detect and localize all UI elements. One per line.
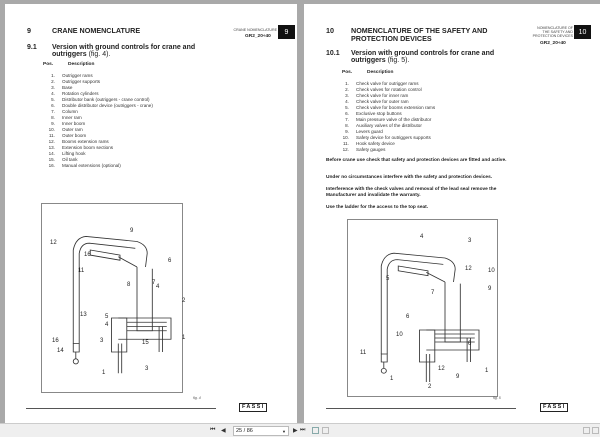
item-description: Main pressure valve of the distributor (356, 117, 432, 122)
paragraph-no-interfere: Under no circumstances interfere with the safety and protection devices. (326, 175, 493, 180)
item-description: Check valve for inner ram (356, 93, 409, 98)
item-number: 12. (48, 139, 55, 144)
previous-page-button[interactable]: ◀ (221, 428, 226, 434)
callout-number: 1 (485, 368, 489, 374)
section-title: NOMENCLATURE OF THE SAFETY AND PROTECTION DEVICES (351, 26, 488, 43)
crane-outline (137, 267, 152, 331)
figure-label: fig. 4 (193, 396, 201, 400)
item-description: Double distributor device (outriggers - crane) (62, 103, 153, 108)
item-number: 5. (345, 105, 349, 110)
item-number: 14. (48, 151, 55, 156)
callout-number: 3 (100, 338, 104, 344)
item-description: Rotation cylinders (62, 91, 99, 96)
left-page (5, 4, 297, 423)
crane-outline (112, 318, 127, 352)
figure-crane (41, 203, 186, 393)
crane-outline (73, 344, 79, 353)
footer-rule (26, 408, 216, 409)
item-description: Outrigger supports (62, 79, 101, 84)
hook-icon (73, 359, 78, 364)
description-header: Description (367, 70, 394, 75)
item-number: 12. (342, 147, 349, 152)
item-number: 1. (51, 73, 55, 78)
fassi-logo: FASSI (540, 403, 568, 412)
section-title: CRANE NOMENCLATURE (52, 26, 141, 35)
item-description: Column (62, 109, 78, 114)
callout-number: 9 (456, 374, 460, 380)
subsection-title: Version with ground controls for crane and outriggers (fig. 4). (52, 44, 196, 58)
item-number: 13. (48, 145, 55, 150)
callout-number: 1 (102, 370, 106, 376)
item-description: Check valve for booms extension rams (356, 105, 436, 110)
item-number: 3. (345, 93, 349, 98)
callout-number: 6 (168, 258, 172, 264)
header-model: GR2_20÷40 (245, 34, 271, 39)
callout-number: 12 (50, 240, 57, 246)
callout-number: 11 (78, 268, 85, 274)
callout-number: 2 (428, 384, 432, 390)
callout-number: 9 (488, 286, 492, 292)
callout-number: 1 (390, 376, 394, 382)
item-description: Booms extension rams (62, 139, 109, 144)
item-number: 4. (51, 91, 55, 96)
callout-number: 2 (182, 298, 186, 304)
callout-number: 6 (468, 341, 472, 347)
hook-icon (381, 368, 386, 373)
fit-width-icon[interactable] (322, 427, 329, 434)
crane-outline (381, 354, 387, 362)
pdf-toolbar (0, 423, 600, 437)
callout-number: 9 (130, 228, 134, 234)
item-description: Oil tank (62, 157, 78, 162)
item-number: 16. (48, 163, 55, 168)
callout-number: 12 (438, 366, 445, 372)
item-description: Check valves for rotation control (356, 87, 422, 92)
callout-number: 16 (84, 252, 91, 258)
fassi-logo: FASSI (239, 403, 267, 412)
callout-number: 16 (52, 338, 59, 344)
footer-rule (326, 408, 516, 409)
single-page-view-icon[interactable] (583, 427, 590, 434)
item-number: 7. (345, 117, 349, 122)
subsection-number: 10.1 (326, 50, 340, 57)
callout-number: 11 (360, 350, 367, 356)
item-number: 7. (51, 109, 55, 114)
item-number: 11. (48, 133, 55, 138)
subsection-number: 9.1 (27, 44, 37, 51)
item-description: Check valve for outer ram (356, 99, 409, 104)
item-description: Inner boom (62, 121, 86, 126)
callout-number: 12 (465, 266, 472, 272)
item-number: 10. (342, 135, 349, 140)
item-number: 1. (345, 81, 349, 86)
fit-page-icon[interactable] (312, 427, 319, 434)
item-description: Outrigger rams (62, 73, 93, 78)
crane-drawing (348, 220, 499, 398)
section-number: 9 (27, 26, 31, 35)
chapter-tab: 9 (278, 25, 295, 39)
item-description: Extension boom sections (62, 145, 114, 150)
callout-number: 14 (57, 348, 64, 354)
paragraph-check: Before crane use check that safety and protection devices are fitted and active. (326, 158, 507, 163)
callout-number: 13 (80, 312, 87, 318)
callout-number: 15 (142, 340, 149, 346)
item-number: 5. (51, 97, 55, 102)
crane-outline (445, 282, 460, 342)
item-description: Manual extensions (optional) (62, 163, 121, 168)
item-description: Lifting hook (62, 151, 86, 156)
item-number: 9. (51, 121, 55, 126)
crane-outline (118, 257, 137, 267)
item-number: 8. (51, 115, 55, 120)
item-number: 4. (345, 99, 349, 104)
last-page-button[interactable]: ⏭ (300, 427, 306, 433)
item-description: Check valve for outrigger rams (356, 81, 419, 86)
description-header: Description (68, 62, 95, 67)
list-item (337, 147, 435, 153)
callout-number: 3 (145, 366, 149, 372)
paragraph-ladder: Use the ladder for the access to the top seat. (326, 205, 429, 210)
callout-number: 7 (431, 290, 435, 296)
crane-outline (426, 354, 429, 382)
list-item (43, 163, 153, 169)
next-page-button[interactable]: ▶ (293, 428, 298, 434)
crane-outline (118, 318, 171, 339)
chapter-tab: 10 (574, 25, 591, 39)
right-page (304, 4, 600, 423)
callout-number: 10 (396, 332, 403, 338)
item-description: Base (62, 85, 73, 90)
paragraph-warranty: Interference with the check valves and removal of the lead seal remove the Manufacturer and invalidate the warranty. (326, 187, 497, 199)
item-number: 10. (48, 127, 55, 132)
callout-number: 4 (420, 234, 424, 240)
callout-number: 5 (105, 314, 109, 320)
nomenclature-list (43, 73, 153, 169)
item-description: Safety device for outriggers supports (356, 135, 431, 140)
item-description: Outer ram (62, 127, 83, 132)
figure-label: fig. 5 (493, 396, 501, 400)
callout-number: 3 (468, 238, 472, 244)
item-number: 15. (48, 157, 55, 162)
item-number: 2. (345, 87, 349, 92)
item-number: 6. (51, 103, 55, 108)
item-number: 2. (51, 79, 55, 84)
item-description: Auxiliary valves of the distributor (356, 123, 422, 128)
callout-number: 7 (152, 280, 156, 286)
crane-outline (420, 330, 435, 362)
subsection-title: Version with ground controls for crane and outriggers (fig. 5). (351, 50, 495, 64)
callout-number: 10 (488, 268, 495, 274)
header-model: GR2_20÷40 (540, 41, 566, 46)
item-description: Outer boom (62, 133, 87, 138)
item-description: Inner ram (62, 115, 82, 120)
item-description: Distributor bank (outriggers - crane control) (62, 97, 150, 102)
crane-outline (426, 330, 479, 350)
crane-outline (381, 253, 455, 354)
item-number: 9. (345, 129, 349, 134)
item-number: 3. (51, 85, 55, 90)
item-number: 6. (345, 111, 349, 116)
crane-outline (127, 322, 167, 331)
safety-devices-list (337, 81, 435, 153)
first-page-button[interactable]: ⏮ (210, 427, 216, 433)
callout-number: 8 (127, 282, 131, 288)
figure-crane-safety (347, 219, 498, 397)
crane-outline (118, 344, 121, 374)
callout-number: 4 (156, 284, 160, 290)
callout-number: 6 (406, 314, 410, 320)
pos-header: Pos. (342, 70, 353, 75)
section-number: 10 (326, 26, 334, 35)
item-description: Levers guard (356, 129, 383, 134)
item-number: 8. (345, 123, 349, 128)
header-section-name: CRANE NOMENCLATURE (233, 28, 277, 32)
pos-header: Pos. (43, 62, 54, 67)
crane-outline (426, 272, 445, 282)
crane-outline (398, 266, 428, 276)
callout-number: 4 (105, 322, 109, 328)
item-description: Exclusive stop buttons (356, 111, 402, 116)
page-number-input[interactable]: 25 / 86 ▼ (233, 426, 289, 436)
callout-number: 5 (386, 276, 390, 282)
header-section-name: NOMENCLATURE OF THE SAFETY AND PROTECTION DEVICES (532, 26, 573, 38)
chevron-down-icon[interactable]: ▼ (282, 429, 286, 434)
item-description: Hook safety device (356, 141, 395, 146)
two-page-view-icon[interactable] (592, 427, 599, 434)
item-description: Safety gauges (356, 147, 386, 152)
item-number: 11. (342, 141, 349, 146)
crane-outline (90, 250, 120, 260)
crane-drawing (42, 204, 184, 394)
callout-number: 1 (182, 335, 186, 341)
